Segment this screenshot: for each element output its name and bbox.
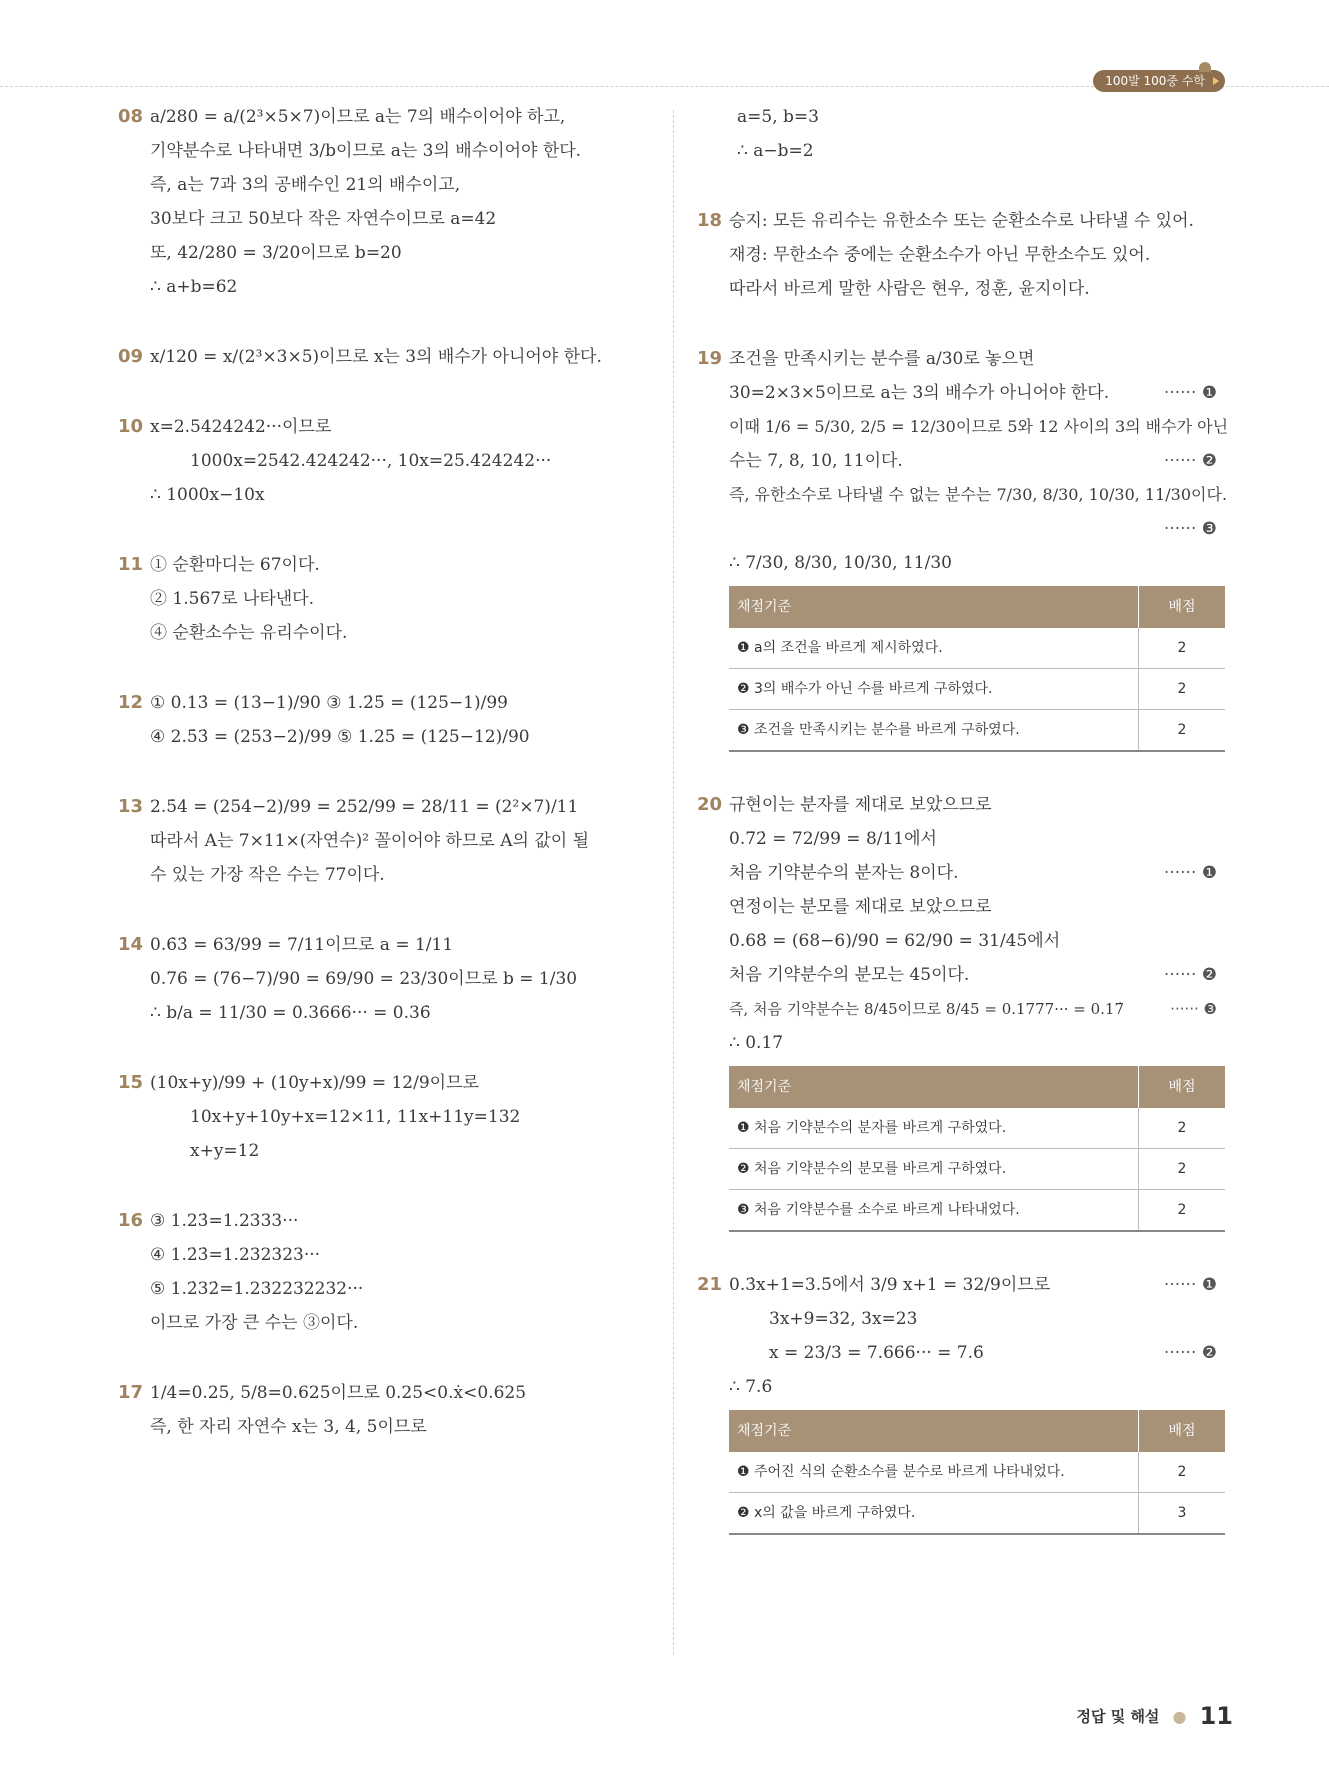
book-badge: [1093, 70, 1225, 92]
problem-21: [697, 1268, 1225, 1535]
criterion: ❷ 처음 기약분수의 분모를 바르게 구하였다.: [729, 1149, 1139, 1190]
solution-line: 즉, a는 7과 3의 공배수인 21의 배수이고,: [150, 175, 461, 195]
problem-number: 14: [118, 934, 144, 955]
solution-line: 이므로 가장 큰 수는 ③이다.: [150, 1313, 359, 1333]
problem-14: [118, 928, 658, 1030]
solution-line: 재경: 무한소수 중에는 순환소수가 아닌 무한소수도 있어.: [729, 245, 1151, 265]
solution-line: (10x+y)/99 + (10y+x)/99 = 12/9이므로: [150, 1073, 479, 1093]
problem-17: [118, 1376, 658, 1444]
solution-line: ∴ a−b=2: [737, 141, 814, 161]
solution-line: 처음 기약분수의 분모는 45이다.: [729, 965, 970, 985]
solution-line: 1000x=2542.424242···, 10x=25.424242···: [190, 451, 552, 471]
solution-line: ③ 1.23̇=1.2333···: [150, 1211, 299, 1231]
points: 2: [1139, 669, 1226, 710]
step-marker: ······ ❸: [1163, 519, 1217, 539]
problem-12: [118, 686, 658, 754]
problem-13: [118, 790, 658, 892]
problem-number: 21: [697, 1274, 723, 1295]
points: 2: [1139, 1190, 1226, 1232]
problem-number: 10: [118, 416, 144, 437]
points: 2: [1139, 628, 1226, 669]
solution-line: 즉, 유한소수로 나타낼 수 없는 분수는 7/30, 8/30, 10/30, 11/30이다.: [729, 485, 1228, 504]
solution-line: x/120 = x/(2³×3×5)이므로 x는 3의 배수가 아니어야 한다.: [150, 347, 602, 367]
solution-line: ① 0.13̇ = (13−1)/90 ③ 1.2̇5̇ = (125−1)/99: [150, 693, 508, 713]
solution-line: ∴ 1000x−10x: [150, 485, 265, 505]
solution-line: x=2.5424242···이므로: [150, 417, 332, 437]
solution-line: x+y=12: [190, 1141, 260, 1161]
solution-line: ⑤ 1.2̇32̇=1.232232232···: [150, 1279, 364, 1299]
criterion: ❶ a의 조건을 바르게 제시하였다.: [729, 628, 1139, 669]
solution-line: ④ 1.2̇3̇=1.232323···: [150, 1245, 321, 1265]
problem-number: 12: [118, 692, 144, 713]
column-divider: [673, 110, 674, 1655]
problem-09: [118, 340, 658, 374]
criterion: ❷ 3의 배수가 아닌 수를 바르게 구하였다.: [729, 669, 1139, 710]
solution-line: 2.5̇4̇ = (254−2)/99 = 252/99 = 28/11 = (2²×7)/11: [150, 797, 579, 817]
page-number: 11: [1199, 1702, 1233, 1730]
solution-line: 수 있는 가장 작은 수는 77이다.: [150, 865, 385, 885]
problem-20: [697, 788, 1225, 1232]
criterion: ❸ 처음 기약분수를 소수로 바르게 나타내었다.: [729, 1190, 1139, 1232]
criterion: ❶ 처음 기약분수의 분자를 바르게 구하였다.: [729, 1108, 1139, 1149]
solution-line: 0.7̇2̇ = 72/99 = 8/11에서: [729, 829, 937, 849]
solution-line: 또, 42/280 = 3/20이므로 b=20: [150, 243, 402, 263]
step-marker: ······ ❶: [1163, 1275, 1217, 1295]
points-header: 배점: [1139, 586, 1226, 628]
footer-label: 정답 및 해설: [1076, 1707, 1160, 1726]
solution-line: 따라서 A는 7×11×(자연수)² 꼴이어야 하므로 A의 값이 될: [150, 831, 589, 851]
step-marker: ······ ❷: [1163, 965, 1217, 985]
points-header: 배점: [1139, 1066, 1226, 1108]
problem-number: 19: [697, 348, 723, 369]
problem-number: 17: [118, 1382, 144, 1403]
solution-line: ∴ 7/30, 8/30, 10/30, 11/30: [729, 553, 952, 573]
grading-table: [729, 1410, 1225, 1535]
problem-number: 20: [697, 794, 723, 815]
badge-tab: [1199, 62, 1211, 72]
solution-line: 0.68̇ = (68−6)/90 = 62/90 = 31/45에서: [729, 931, 1061, 951]
solution-line: 규현이는 분자를 제대로 보았으므로: [729, 795, 992, 815]
step-marker: ······ ❷: [1163, 451, 1217, 471]
grading-header: 채점기준: [729, 1410, 1139, 1452]
grading-header: 채점기준: [729, 1066, 1139, 1108]
solution-line: ∴ 7.6̇: [729, 1377, 773, 1397]
solution-line: 10x+y+10y+x=12×11, 11x+11y=132: [190, 1107, 521, 1127]
solution-line: ∴ b/a = 11/30 = 0.3666··· = 0.36̇: [150, 1003, 431, 1023]
problem-19: [697, 342, 1229, 752]
problem-number: 08: [118, 106, 144, 127]
right-column: [697, 100, 1229, 1571]
book-title: 100발 100중 수학: [1105, 74, 1205, 88]
footer-separator: ●: [1172, 1706, 1187, 1726]
solution-line: ④ 순환소수는 유리수이다.: [150, 623, 348, 643]
problem-number: 15: [118, 1072, 144, 1093]
solution-line: 30=2×3×5이므로 a는 3의 배수가 아니어야 한다.: [729, 383, 1110, 403]
problem-17-continued: [697, 100, 1225, 168]
step-marker: ······ ❶: [1163, 383, 1217, 403]
step-marker: ······ ❸: [1170, 1000, 1217, 1018]
solution-line: a=5, b=3: [737, 107, 819, 127]
points: 2: [1139, 1108, 1226, 1149]
grading-table: [729, 1066, 1225, 1232]
points: 3: [1139, 1493, 1226, 1535]
problem-08: [118, 100, 658, 304]
problem-15: [118, 1066, 658, 1168]
solution-line: 이때 1/6 = 5/30, 2/5 = 12/30이므로 5와 12 사이의 3의 배수가 아닌: [729, 417, 1229, 436]
grading-table: [729, 586, 1225, 752]
solution-line: a/280 = a/(2³×5×7)이므로 a는 7의 배수이어야 하고,: [150, 107, 566, 127]
solution-line: 3x+9=32, 3x=23: [769, 1309, 918, 1329]
grading-header: 채점기준: [729, 586, 1139, 628]
left-column: [118, 100, 658, 1480]
solution-line: 처음 기약분수의 분자는 8이다.: [729, 863, 959, 883]
step-marker: ······ ❶: [1163, 863, 1217, 883]
solution-line: ② 1.5̇67̇로 나타낸다.: [150, 589, 314, 609]
solution-line: 30보다 크고 50보다 작은 자연수이므로 a=42: [150, 209, 497, 229]
page-footer: [1077, 1702, 1233, 1730]
criterion: ❷ x의 값을 바르게 구하였다.: [729, 1493, 1139, 1535]
solution-line: ∴ a+b=62: [150, 277, 238, 297]
criterion: ❶ 주어진 식의 순환소수를 분수로 바르게 나타내었다.: [729, 1452, 1139, 1493]
solution-line: 0.3̇x+1=3.5̇에서 3/9 x+1 = 32/9이므로: [729, 1275, 1051, 1295]
problem-number: 13: [118, 796, 144, 817]
solution-line: 승지: 모든 유리수는 유한소수 또는 순환소수로 나타낼 수 있어.: [729, 211, 1194, 231]
points: 2: [1139, 710, 1226, 752]
solution-line: 1/4=0.25, 5/8=0.625이므로 0.25<0.ẋ<0.625: [150, 1383, 527, 1403]
problem-number: 09: [118, 346, 144, 367]
solution-line: 기약분수로 나타내면 3/b이므로 a는 3의 배수이어야 한다.: [150, 141, 582, 161]
solution-line: 0.6̇3̇ = 63/99 = 7/11이므로 a = 1/11: [150, 935, 454, 955]
solution-line: ∴ 0.17̇: [729, 1033, 784, 1053]
problem-18: [697, 204, 1225, 306]
solution-line: ① 순환마디는 67이다.: [150, 555, 320, 575]
points: 2: [1139, 1452, 1226, 1493]
solution-line: 연정이는 분모를 제대로 보았으므로: [729, 897, 992, 917]
solution-line: 따라서 바르게 말한 사람은 현우, 정훈, 윤지이다.: [729, 279, 1090, 299]
problem-number: 11: [118, 554, 144, 575]
problem-11: [118, 548, 658, 650]
problem-number: 16: [118, 1210, 144, 1231]
step-marker: ······ ❷: [1163, 1343, 1217, 1363]
solution-line: 즉, 처음 기약분수는 8/45이므로 8/45 = 0.1777··· = 0.17̇: [729, 1000, 1124, 1018]
points-header: 배점: [1139, 1410, 1226, 1452]
solution-line: x = 23/3 = 7.666··· = 7.6̇: [769, 1343, 984, 1363]
solution-line: 조건을 만족시키는 분수를 a/30로 놓으면: [729, 349, 1035, 369]
points: 2: [1139, 1149, 1226, 1190]
solution-line: ④ 2.5̇3̇ = (253−2)/99 ⑤ 1.25̇ = (125−12)/90: [150, 727, 530, 747]
solution-line: 즉, 한 자리 자연수 x는 3, 4, 5이므로: [150, 1417, 427, 1437]
problem-16: [118, 1204, 658, 1340]
solution-line: 0.76̇ = (76−7)/90 = 69/90 = 23/30이므로 b = 1/30: [150, 969, 578, 989]
arrow-icon: [1213, 77, 1219, 85]
solution-line: 수는 7, 8, 10, 11이다.: [729, 451, 903, 471]
problem-10: [118, 410, 658, 512]
problem-number: 18: [697, 210, 723, 231]
criterion: ❸ 조건을 만족시키는 분수를 바르게 구하였다.: [729, 710, 1139, 752]
